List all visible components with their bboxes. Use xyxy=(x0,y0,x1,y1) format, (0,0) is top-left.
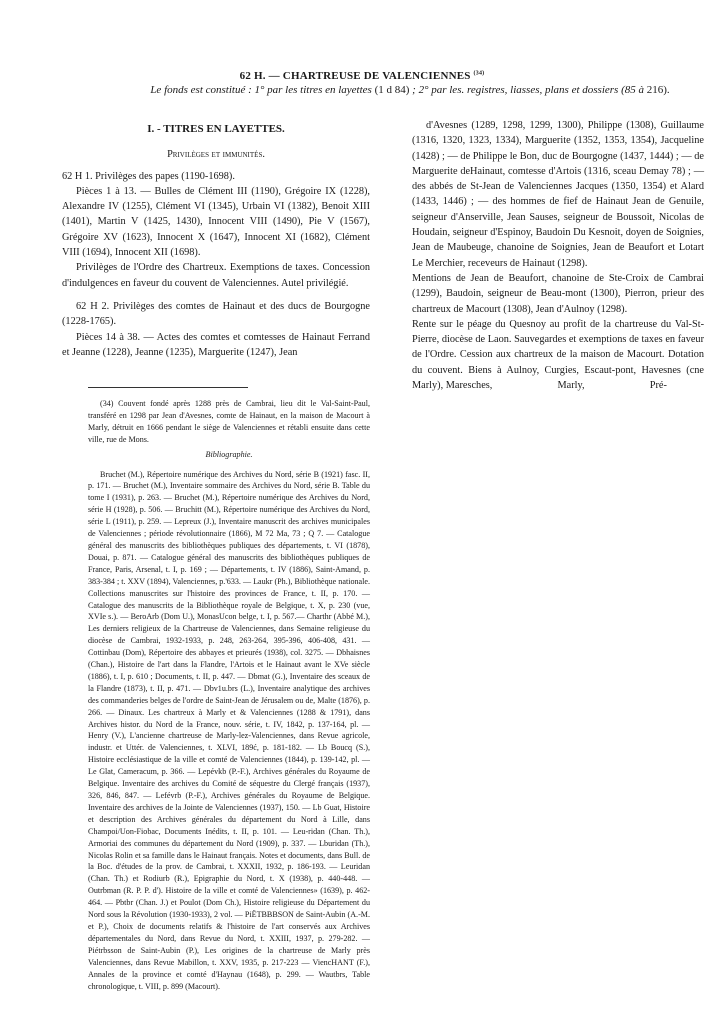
footnote-separator xyxy=(88,387,248,388)
bibliography-text: Bruchet (M.), Répertoire numérique des Archives du Nord, série B (1921) fasc. II, p. 171. — Bruchet (M.), Inventaire sommaire des Archives du Nord, série B. Table du tome I (1931), p. 263. — Bruchet (M.), Répertoire numérique des Archives du Nord, série H (1928), p. 506. — Bruchitt (M.), Répertoire numérique des Archives du Nord, série L (1911), p. 259. — Lepreux (J.), Inventaire manuscrit des archives municipales de Valenciennes ; période révolutionnaire (1866), M 72 Ma, 73 ; Q 7. — Catalogue général des manuscrits des bibliothèques publiques des départements, t. VI (1878), Douai, p. 871. — Catalogue général des manuscrits des bibliothèques publiques de France, Paris, Arsenal, t. I, p. 169 ; — Départements, t. IV (1886), Saint-Amand, p. 383-384 ; t. XXV (1894), Valenciennes, p.'633. — Laukr (Ph.), Bibliothèque nationale. Collections manuscrites sur l'histoire des provinces de France, t. II, p. 170. — Catalogue des manuscrits de la Bibliothèque royale de Belgique, t. X, p. 230 (vue, XVIe s.). — BeroArb (Dom U.), MonasUcon belge, t. I, p. 567.— Charthr (Abbé M.), Les derniers religieux de la Chartreuse de Valenciennes, dans Semaine religieuse du diocèse de Cambrai, 1932-1933, p. 248, 263-264, 395-396, 406-408, 431. — Cottinbau (Dom), Répertoire des abbayes et prieurés (1938), col. 3275. — Dbhaisnes (Chan.), Histoire de l'art dans la Flandre, l'Artois et le Hainaut avant le XVe siècle (1886), t. I, p. 610 ; Documents, t. II, p. 447. — Dbmat (G.), Inventaire des sceaux de la Flandre (1873), t. II, p. 471. — Dbv1u.brs (L.), Inventaire analytique des archives des commanderies belges de l'ordre de Saint-Jean de Jérusalem ou de, Malte (1876), p. 266. — Dinaux. Les chartreux à Marly et & Valenciennes (1288 & 1791), dans Archives histor. du Nord de la France, nouv. série, t. IV, 1842, p. 137-164, pl. — Henry (V.), L'ancienne chartreuse de Marly-lez-Valenciennes, dans Revue agricole, industr. et Uttér. de Valenciennes, t. XLVI, 189ć, p. 181-182. — Lb Boucq (S.), Histoire ecclésiastique de la ville et comté de Valenciennes (1844), p. 139-142, pl. — Le Glat, Cameracum, p. 366. — Lepévkb (P.-F.), Archives générales du Royaume de Belgique. Inventaire des archives du Comité de séquestre du Clergé français (1937), 326, 846, 847. — Lefévrb (P.-F.), Archives générales du Royaume de Belgique. Inventaire des archives de la Jointe de Valenciennes (1937), 150. — Lb Guat, Histoire et description des Archives générales du département du Nord à Lille, dans Champoi/Uon-Fiobac, Documents Inédits, t. II, p. 101. — Leu-ridan (Chan. Th.), Armoriai des communes du département du Nord (1909), p. 337. — Lburidan (Th.), Nicolas Rolin et sa famille dans le Hainaut français. Notes et documents, dans Bull. de la Boc. d'études de la prov. de Cambrai, t. XXXII, 1932, p. 186-193. — Leuridan (Chan. Th.) et Rodiurb (R.), Epigraphie du Nord, t. X (1938), p. 440-448. — Outrbman (R. P. P. d'). Histoire de la ville et comté de Valenciennes» (1639), p. 462-464. — Pbtbr (Chan. J.) et Poulot (Dom Ch.), Histoire religieuse du Département du Nord sous la Révolution (1930-1933), 2 vol. — PiËTBBBSON de Saint-Aubin (A.-M. et P.), Choix de documents relatifs & l'histoire de l'art conservés aux Archives départementales du Nord, dans Revue du Nord, t. XXIII, 1937, p. 279-282. — Piétrbsson de Saint-Aubin (P.), Les origines de la chartreuse de Marly près Valenciennes, dans Revue Mabillon, t. XXV, 1935, p. 217-223 — ViencHANT (F.), Annales de la province et comté d'Haynau (1648), p. 299. — Wautbrs, Table chronologique, t. VIII, p. 899 (Macourt). xyxy=(88,469,370,991)
bibliography-heading: Bibliographie. xyxy=(205,449,253,459)
document-title xyxy=(0,70,724,82)
title-text: 62 H. — CHARTREUSE DE VALENCIENNES xyxy=(239,70,471,82)
subtitle-part-d: 216). xyxy=(646,84,670,96)
footnote-34: (34) Couvent fondé après 1288 près de Cambrai, lieu dit le Val-Saint-Paul, transféré en 1298 par Jean d'Avesnes, comte de Hainaut, en la maison de Macourt à Marly, détruit en 1666 pendant le siège de Valenciennes et rétabli ensuite dans cette ville, rue de Mons. xyxy=(88,399,370,444)
entry-1-heading: 62 H 1. Privilèges des papes (1190-1698). xyxy=(62,170,235,182)
right-paragraph-3-text: Rente sur le péage du Quesnoy au profit de la chartreuse du Val-St-Pierre, diocèse de Laon. Sauvegardes et exemptions de taxes en faveur de l'Ordre. Cession aux chartreux de la maison de Macourt. Dotation du couvent. Biens à Aulnoy, Curgies, Escaut-pont, Havesnes (cne Marly), Maresches, xyxy=(412,318,704,392)
document-subtitle xyxy=(110,84,710,96)
left-column xyxy=(62,118,370,360)
right-paragraph-3 xyxy=(412,317,704,393)
entry-2-heading: 62 H 2. Privilèges des comtes de Hainaut et des ducs de Bourgogne (1228-1765). xyxy=(62,300,370,328)
entry-2-paragraph-1: Pièces 14 à 38. — Actes des comtes et comtesses de Hainaut Ferrand et Jeanne (1228), Jeanne (1235), Marguerite (1247), Jean xyxy=(62,331,370,358)
section-title: I. - TITRES EN LAYETTES. xyxy=(147,123,285,135)
subtitle-part-a: Le fonds est constitué : 1° par les titres en layettes xyxy=(150,84,372,96)
subsection-title: Privilèges et immunités. xyxy=(167,149,265,161)
right-paragraph-1: d'Avesnes (1289, 1298, 1299, 1300), Philippe (1308), Guillaume (1316, 1320, 1323, 1334), Marguerite (1352, 1353, 1354), Jacqueline (1428) ; — de Philippe le Bon, duc de Bourgogne (1437, 1444) ; — de Marguerite deHainaut, comtesse d'Artois (1316, sceau Demay 78) ; — des abbés de St-Jean de Valenciennes Jacques (1350, 1354) et Alard (1433, 1446) ; — des hommes de fief de Hainaut Jean de Genuile, seigneur d'Anserville, Jean Sauses, seigneur de Boussoit, Nicolas de Houdain, seigneur d'Espinoy, Baudoin Du Kesnoit, doyen de Soignies, Jean de Maubeuge, chanoine de Soignies, Jean de Beaufort et Lotart Le Merchier, receveurs de Hainaut (1298). xyxy=(412,120,704,269)
entry-1-paragraph-1: Pièces 1 à 13. — Bulles de Clément III (1190), Grégoire IX (1228), Alexandre IV (1255), Clément VI (1345), Urbain VI (1382), Benoit XIII (1401), Martin V (1425, 1430), Innocent VIII (1490), Pie V (1567), Grégoire XV (1623), Innocent X (1647), Innocent XI (1682), Clément VIII (1694), Innocent XII (1698). xyxy=(62,185,370,259)
right-column xyxy=(412,118,704,393)
entry-1-paragraph-2: Privilèges de l'Ordre des Chartreux. Exemptions de taxes. Concession d'indulgences en faveur du couvent de Valenciennes. Autel privilégié. xyxy=(62,262,370,289)
footnote-block xyxy=(88,398,370,992)
title-footnote-ref: (34) xyxy=(473,70,485,77)
right-paragraph-3-tail-b: Pré- xyxy=(649,380,667,392)
subtitle-part-b: (1 d 84) xyxy=(374,84,410,96)
right-paragraph-2: Mentions de Jean de Beaufort, chanoine de Ste-Croix de Cambrai (1299), Baudoin, seigneur de Beau-mont (1300), Pierron, prieur des chartreux de Macourt (1308), Jean d'Aulnoy (1298). xyxy=(412,272,704,315)
subtitle-part-c: ; 2° par les. registres, liasses, plans et dossiers (85 à xyxy=(412,84,644,96)
right-paragraph-3-tail-a: Marly, xyxy=(557,380,585,392)
